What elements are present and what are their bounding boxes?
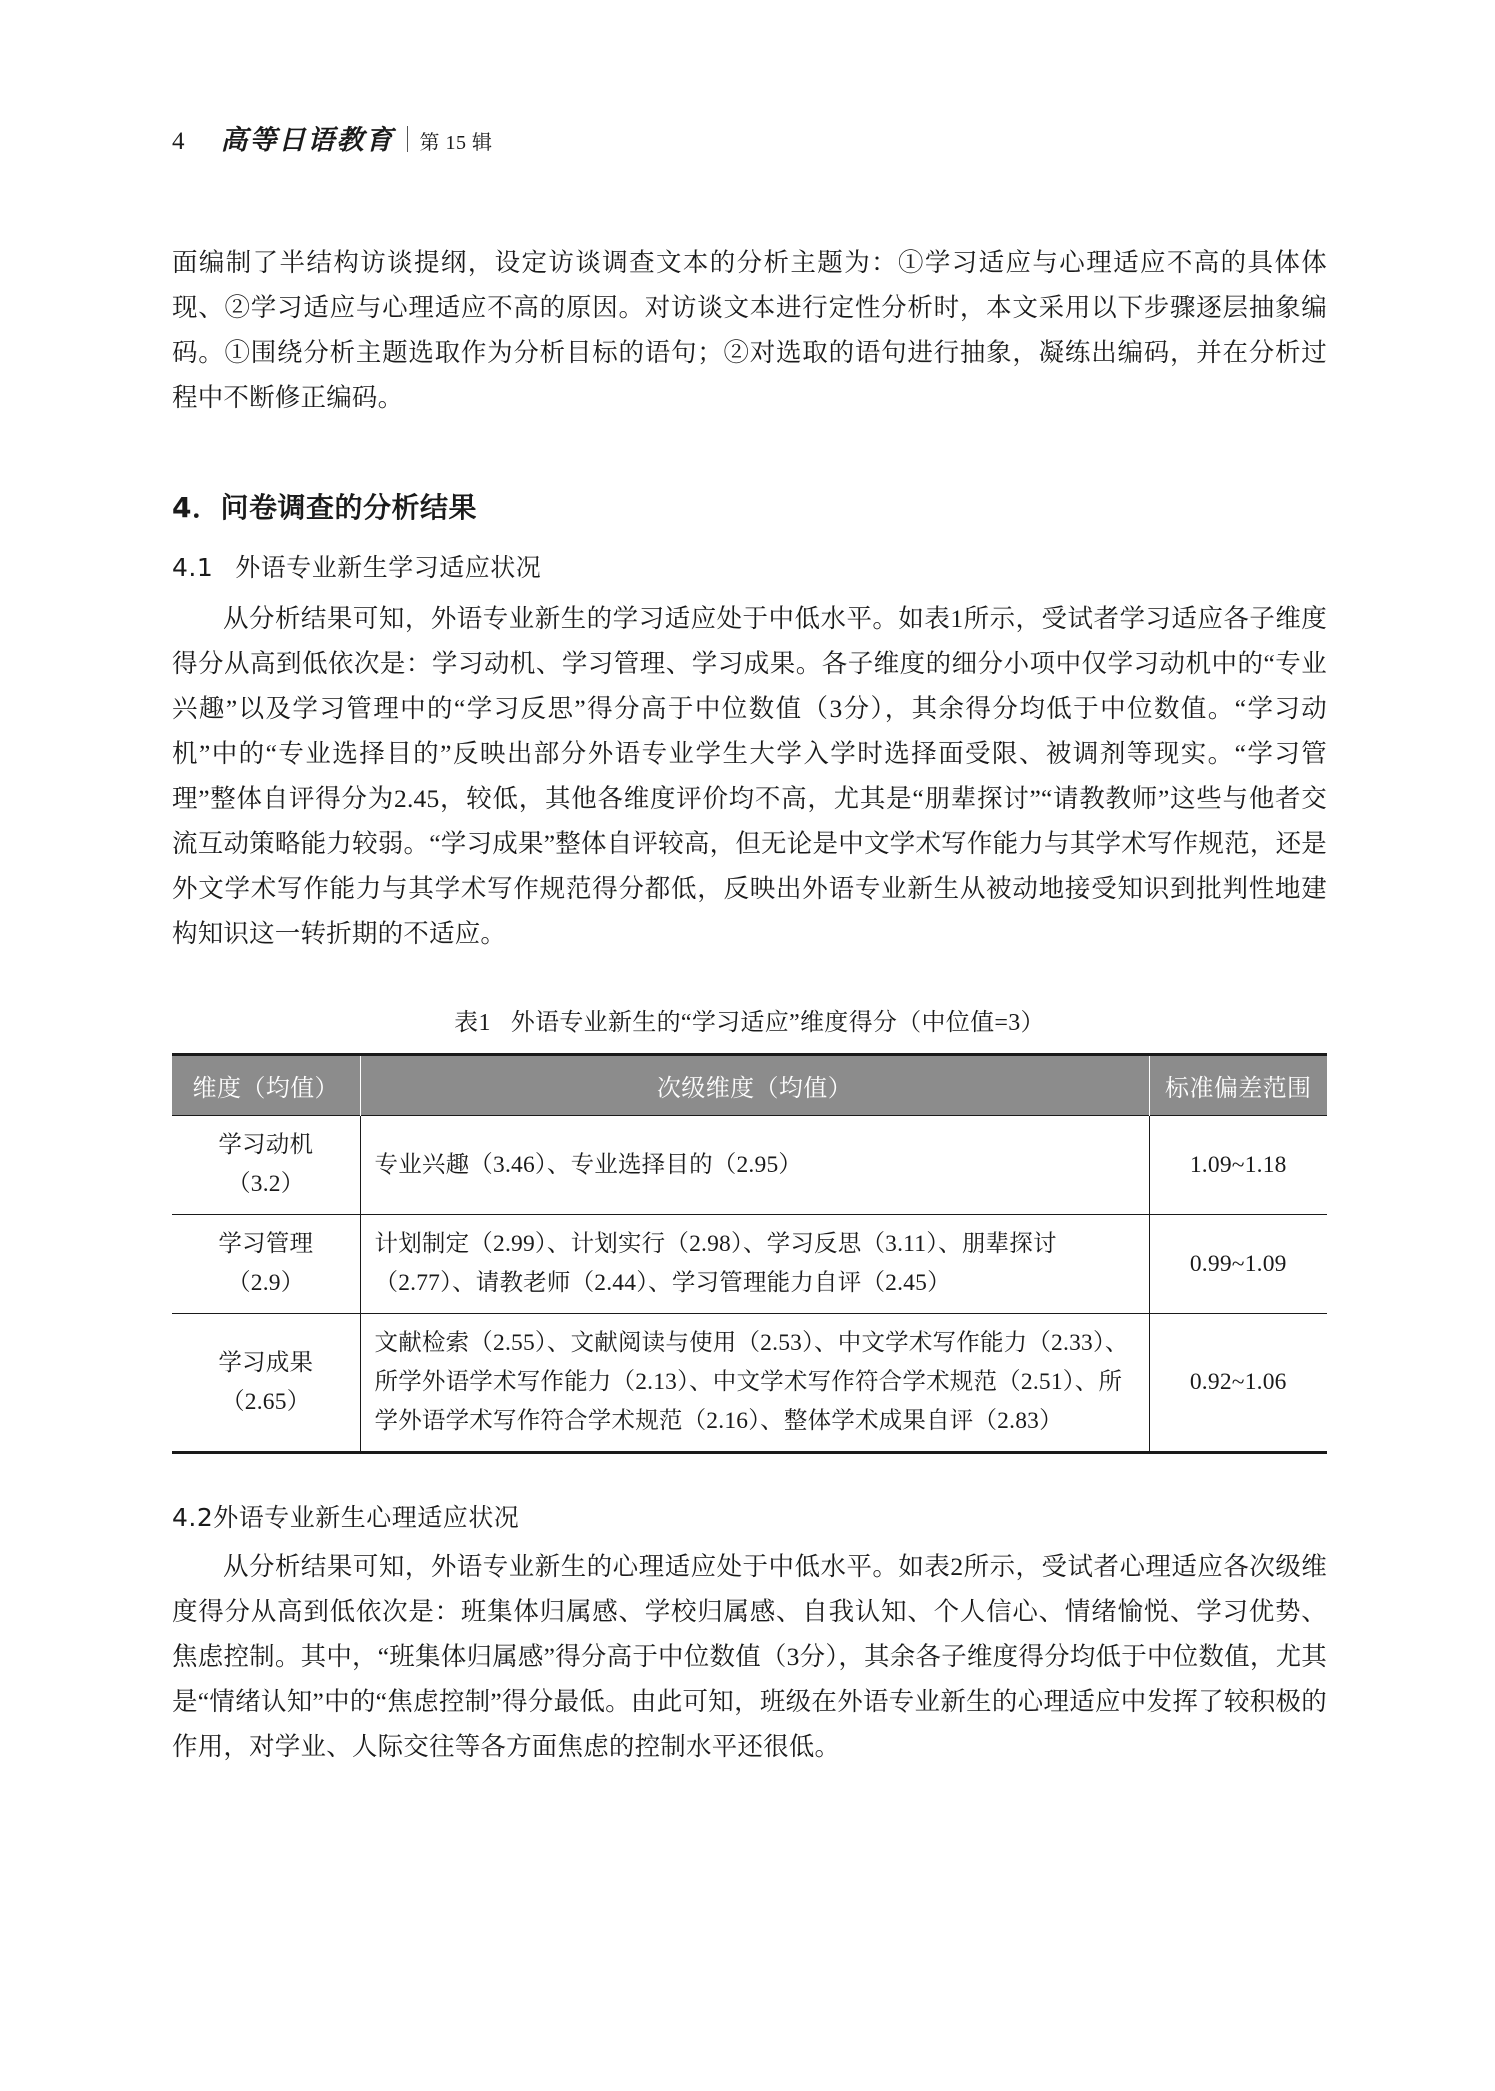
paragraph-3: 从分析结果可知，外语专业新生的心理适应处于中低水平。如表2所示，受试者心理适应各次级维度得分从高到低依次是：班集体归属感、学校归属感、自我认知、个人信心、情绪愉悦、学习优势、焦虑控制。其中，“班集体归属感”得分高于中位数值（3分），其余各子维度得分均低于中位数值，尤其是“情绪认知”中的“焦虑控制”得分最低。由此可知，班级在外语专业新生的心理适应中发挥了较积极的作用，对学业、人际交往等各方面焦虑的控制水平还很低。 [172, 1552, 1327, 1761]
table1-header-subdimension: 次级维度（均值） [360, 1055, 1149, 1116]
table1 [172, 1053, 1327, 1454]
page-content [172, 0, 1327, 1769]
table1-r1-sub: 专业兴趣（3.46）、专业选择目的（2.95） [360, 1116, 1149, 1215]
table-row [172, 1116, 1327, 1215]
paragraph-2: 从分析结果可知，外语专业新生的学习适应处于中低水平。如表1所示，受试者学习适应各子维度得分从高到低依次是：学习动机、学习管理、学习成果。各子维度的细分小项中仅学习动机中的“专业兴趣”以及学习管理中的“学习反思”得分高于中位数值（3分），其余得分均低于中位数值。“学习动机”中的“专业选择目的”反映出部分外语专业学生大学入学时选择面受限、被调剂等现实。“学习管理”整体自评得分为2.45，较低，其他各维度评价均不高，尤其是“朋辈探讨”“请教教师”这些与他者交流互动策略能力较弱。“学习成果”整体自评较高，但无论是中文学术写作能力与其学术写作规范，还是外文学术写作能力与其学术写作规范得分都低，反映出外语专业新生从被动地接受知识到批判性地建构知识这一转折期的不适应。 [172, 604, 1327, 948]
table1-caption-number: 表1 [454, 1010, 491, 1036]
page-number: 4 [172, 128, 185, 155]
subsection-title-4-1: 外语专业新生学习适应状况 [235, 553, 542, 582]
table1-r2-sub: 计划制定（2.99）、计划实行（2.98）、学习反思（3.11）、朋辈探讨（2.77）、请教老师（2.44）、学习管理能力自评（2.45） [360, 1215, 1149, 1314]
table-row [172, 1314, 1327, 1453]
table1-r2-sd: 0.99~1.09 [1149, 1215, 1327, 1314]
section-heading-4: 4．问卷调查的分析结果 [172, 491, 477, 524]
subsection-heading-4-1 [172, 548, 1327, 584]
subsection-number-4-1: 4.1 [172, 553, 214, 582]
table1-r1-sd: 1.09~1.18 [1149, 1116, 1327, 1215]
table1-r3-sd: 0.92~1.06 [1149, 1314, 1327, 1453]
table1-caption-text: 外语专业新生的“学习适应”维度得分（中位值=3） [510, 1010, 1045, 1036]
table1-r3-sub: 文献检索（2.55）、文献阅读与使用（2.53）、中文学术写作能力（2.33）、所学外语学术写作能力（2.13）、中文学术写作符合学术规范（2.51）、所学外语学术写作符合学术规范（2.16）、整体学术成果自评（2.83） [360, 1314, 1149, 1453]
intro-paragraph-block [172, 240, 1327, 420]
issue-number: 第 15 辑 [419, 132, 493, 154]
table1-r1-dimension: 学习动机（3.2） [172, 1116, 360, 1215]
table1-caption [172, 1002, 1327, 1037]
header-divider [407, 126, 408, 152]
subsection-heading-4-2: 4.2外语专业新生心理适应状况 [172, 1503, 520, 1532]
journal-title: 高等日语教育 [220, 125, 395, 156]
running-head [172, 118, 1327, 158]
table1-header-sd: 标准偏差范围 [1149, 1055, 1327, 1116]
table1-header-row [172, 1055, 1327, 1116]
table1-header-dimension: 维度（均值） [172, 1055, 360, 1116]
table-row [172, 1215, 1327, 1314]
paragraph-1: 面编制了半结构访谈提纲，设定访谈调查文本的分析主题为：①学习适应与心理适应不高的具体体现、②学习适应与心理适应不高的原因。对访谈文本进行定性分析时，本文采用以下步骤逐层抽象编码。①围绕分析主题选取作为分析目标的语句；②对选取的语句进行抽象，凝练出编码，并在分析过程中不断修正编码。 [172, 248, 1327, 412]
table1-r2-dimension: 学习管理（2.9） [172, 1215, 360, 1314]
table1-r3-dimension: 学习成果（2.65） [172, 1314, 360, 1453]
